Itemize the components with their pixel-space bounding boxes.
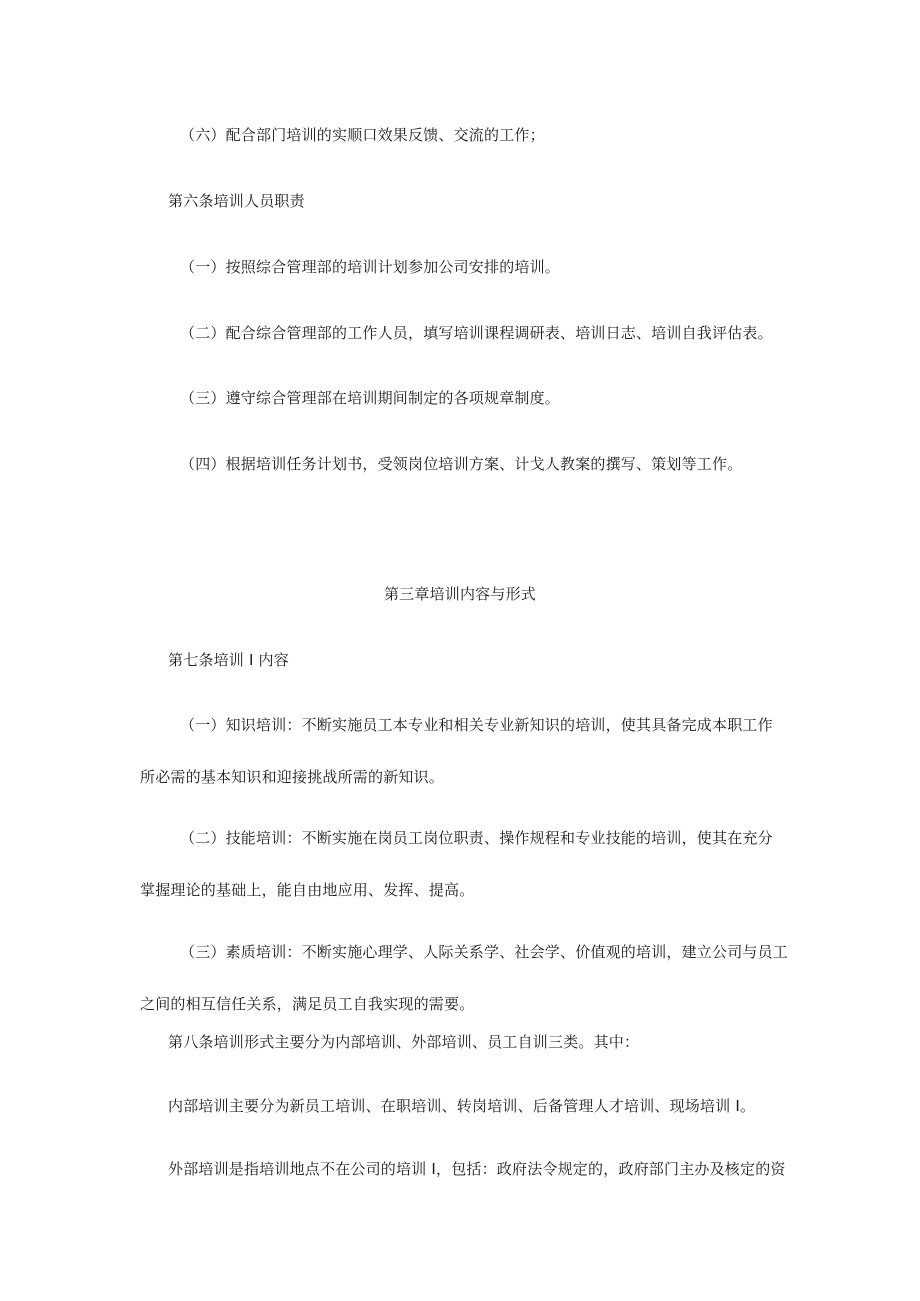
clause-6-item-6: （六）配合部门培训的实顺口效果反馈、交流的工作； <box>180 126 545 144</box>
article-7-title: 第七条培训 I 内容 <box>168 651 289 669</box>
article-6-title: 第六条培训人员职责 <box>168 192 305 210</box>
article-7-item-2-line-2: 掌握理论的基础上，能自由地应用、发挥、提高。 <box>140 881 475 899</box>
article-7-item-2-line-1: （二）技能培训：不断实施在岗员工岗位职责、操作规程和专业技能的培训，使其在充分 <box>180 829 773 847</box>
article-8-external-training: 外部培训是指培训地点不在公司的培训 I，包括：政府法令规定的，政府部门主办及核定的资 <box>168 1160 786 1178</box>
article-8-internal-training: 内部培训主要分为新员工培训、在职培训、转岗培训、后备管理人才培训、现场培训 I。 <box>168 1097 756 1115</box>
article-7-item-3-line-1: （三）素质培训：不断实施心理学、人际关系学、社会学、价值观的培训，建立公司与员工 <box>180 943 789 961</box>
article-8-title: 第八条培训形式主要分为内部培训、外部培训、员工自训三类。其中： <box>168 1033 640 1051</box>
article-6-item-4: （四）根据培训任务计划书，受领岗位培训方案、计戈人教案的撰写、策划等工作。 <box>180 455 743 473</box>
article-6-item-3: （三）遵守综合管理部在培训期间制定的各项规章制度。 <box>180 389 561 407</box>
article-6-item-2: （二）配合综合管理部的工作人员，填写培训课程调研表、培训日志、培训自我评估表。 <box>180 324 773 342</box>
article-7-item-1-line-2: 所必需的基本知识和迎接挑战所需的新知识。 <box>140 768 445 786</box>
article-6-item-1: （一）按照综合管理部的培训计划参加公司安排的培训。 <box>180 258 561 276</box>
chapter-3-heading: 第三章培训内容与形式 <box>383 585 536 603</box>
article-7-item-1-line-1: （一）知识培训：不断实施员工本专业和相关专业新知识的培训，使其具备完成本职工作 <box>180 716 773 734</box>
article-7-item-3-line-2: 之间的相互信任关系，满足员工自我实现的需要。 <box>140 995 475 1013</box>
